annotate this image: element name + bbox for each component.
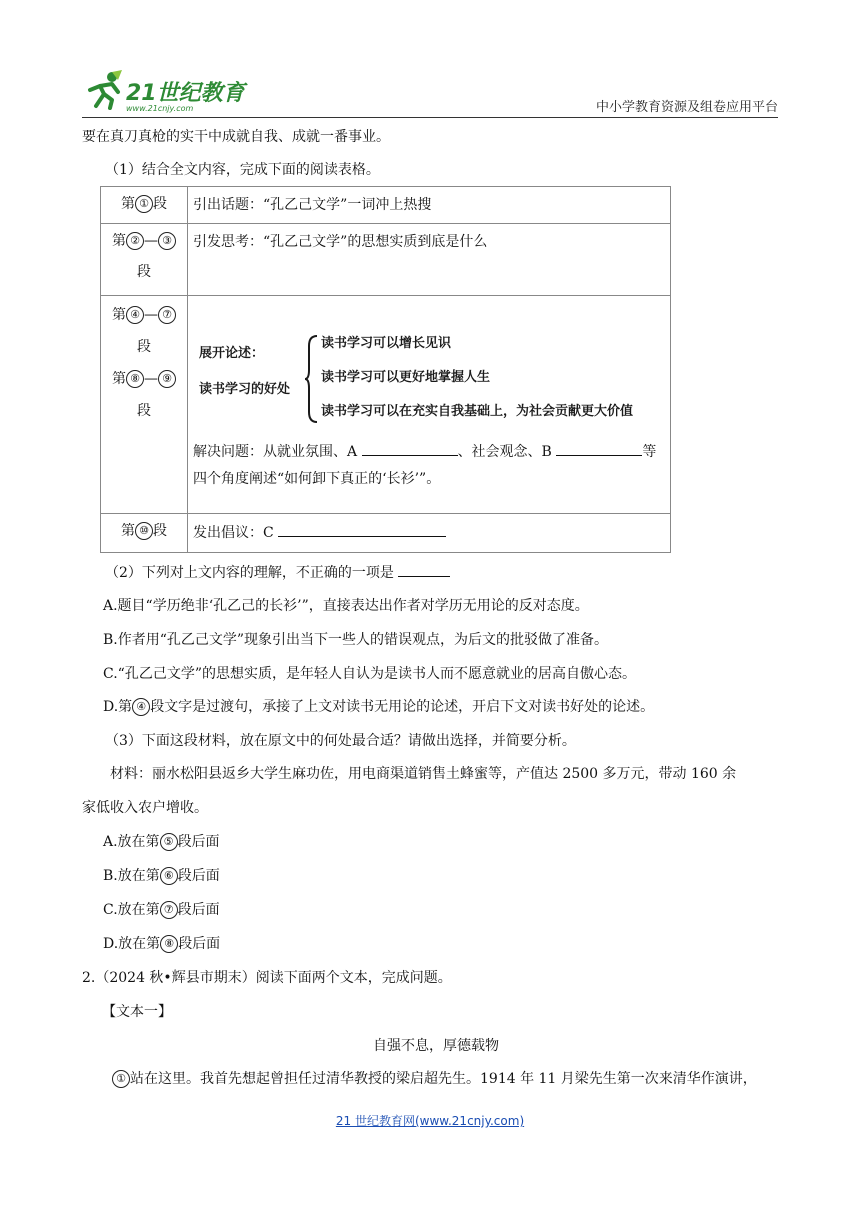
paragraph-1: ① 站在这里。我首先想起曾担任过清华教授的梁启超先生。1914 年 11 月梁先生第一次来清华作演讲，: [112, 1069, 757, 1089]
material-line-1: 材料：丽水松阳县返乡大学生麻功佐，用电商渠道销售土蜂蜜等，产值达 2500 多万元，带动 160 余: [110, 766, 737, 782]
solve-line-2: 四个角度阐述“如何卸下真正的‘长衫’”。: [193, 471, 441, 487]
paragraph-number: ④: [126, 306, 144, 324]
material-line-2: 家低收入农户增收。: [82, 800, 208, 816]
paragraph-number: ⑥: [160, 867, 178, 885]
paragraph-number: ②: [126, 232, 144, 250]
footer-link[interactable]: 21 世纪教育网(www.21cnjy.com): [335, 1114, 525, 1128]
row-label: 第 ④ — ⑦ 段 第 ⑧ — ⑨ 段: [101, 296, 188, 514]
paragraph-number: ④: [132, 698, 150, 716]
paragraph-number: ③: [158, 232, 176, 250]
reading-table: [100, 186, 671, 553]
option-c: C.“孔乙己文学”的思想实质，是年轻人自认为是读书人而不愿意就业的居高自傲心态。: [103, 666, 636, 682]
q3-option-d: D.放在第 ⑧ 段后面: [103, 936, 221, 952]
q3-option-b: B.放在第 ⑥ 段后面: [103, 868, 220, 884]
row-content: 引出话题：“孔乙己文学”一词冲上热搜: [188, 187, 671, 224]
paragraph-number: ⑧: [160, 935, 178, 953]
q3-option-c: C.放在第 ⑦ 段后面: [103, 902, 220, 918]
mind-map-branch: 读书学习可以增长见识: [321, 336, 452, 351]
site-logo[interactable]: [82, 68, 272, 114]
blank-c[interactable]: [278, 522, 446, 537]
row-content: [188, 296, 671, 514]
paragraph-number: ⑧: [126, 370, 144, 388]
q3-option-a: A.放在第 ⑤ 段后面: [103, 834, 220, 850]
question-3-prompt: （3）下面这段材料，放在原文中的何处最合适？请做出选择，并简要分析。: [105, 733, 576, 749]
option-b: B.作者用“孔乙己文学”现象引出当下一些人的错误观点，为后文的批驳做了准备。: [103, 632, 609, 648]
paragraph-number: ①: [112, 1070, 130, 1088]
brace-icon: [305, 334, 319, 424]
blank-a[interactable]: [362, 441, 458, 456]
paragraph-number: ⑤: [160, 833, 178, 851]
row-label: 第 ② — ③ 段: [101, 224, 188, 296]
runner-logo-icon: [82, 70, 126, 110]
table-row: [101, 514, 671, 553]
option-d: D.第 ④ 段文字是过渡句，承接了上文对读书无用论的论述，开启下文对读书好处的论述。: [103, 699, 655, 715]
table-row: [101, 187, 671, 224]
paragraph-number: ⑦: [160, 901, 178, 919]
table-row: [101, 224, 671, 296]
row-label: 第 ① 段: [101, 187, 188, 224]
answer-blank[interactable]: [398, 562, 450, 577]
paragraph-number: ⑦: [158, 306, 176, 324]
question-2-prompt: （2）下列对上文内容的理解，不正确的一项是: [105, 562, 450, 583]
header-divider: [82, 117, 778, 118]
platform-name: 中小学教育资源及组卷应用平台: [595, 100, 778, 115]
mind-map-topic: 读书学习的好处: [199, 382, 291, 397]
intro-line: 要在真刀真枪的实干中成就自我、成就一番事业。: [82, 129, 390, 145]
item-2-heading: 2.（2024 秋•辉县市期末）阅读下面两个文本，完成问题。: [82, 970, 452, 986]
blank-b[interactable]: [556, 441, 642, 456]
row-content: 引发思考：“孔乙己文学”的思想实质到底是什么: [188, 224, 671, 296]
row-content: 发出倡议：C: [188, 514, 671, 553]
mind-map: [193, 324, 663, 424]
paragraph-number: ⑨: [158, 370, 176, 388]
mind-map-branch: 读书学习可以更好地掌握人生: [321, 370, 491, 385]
paragraph-number: ⑩: [135, 522, 153, 540]
page-header: [82, 62, 778, 118]
question-1-prompt: （1）结合全文内容，完成下面的阅读表格。: [105, 162, 380, 178]
logo-url: www.21cnjy.com: [126, 104, 194, 113]
paragraph-number: ①: [135, 195, 153, 213]
option-a: A.题目“学历绝非‘孔乙己的长衫’”，直接表达出作者对学历无用论的反对态度。: [103, 598, 589, 614]
logo-text: 21世纪教育: [126, 81, 245, 106]
mind-map-heading: 展开论述：: [199, 346, 265, 361]
table-row: [101, 296, 671, 514]
solve-line: 解决问题：从就业氛围、A 、社会观念、B 等: [193, 438, 670, 466]
row-label: 第 ⑩ 段: [101, 514, 188, 553]
text-1-label: 【文本一】: [102, 1004, 172, 1020]
mind-map-branch: 读书学习可以在充实自我基础上，为社会贡献更大价值: [321, 404, 634, 419]
text-1-title: 自强不息，厚德载物: [373, 1038, 499, 1054]
